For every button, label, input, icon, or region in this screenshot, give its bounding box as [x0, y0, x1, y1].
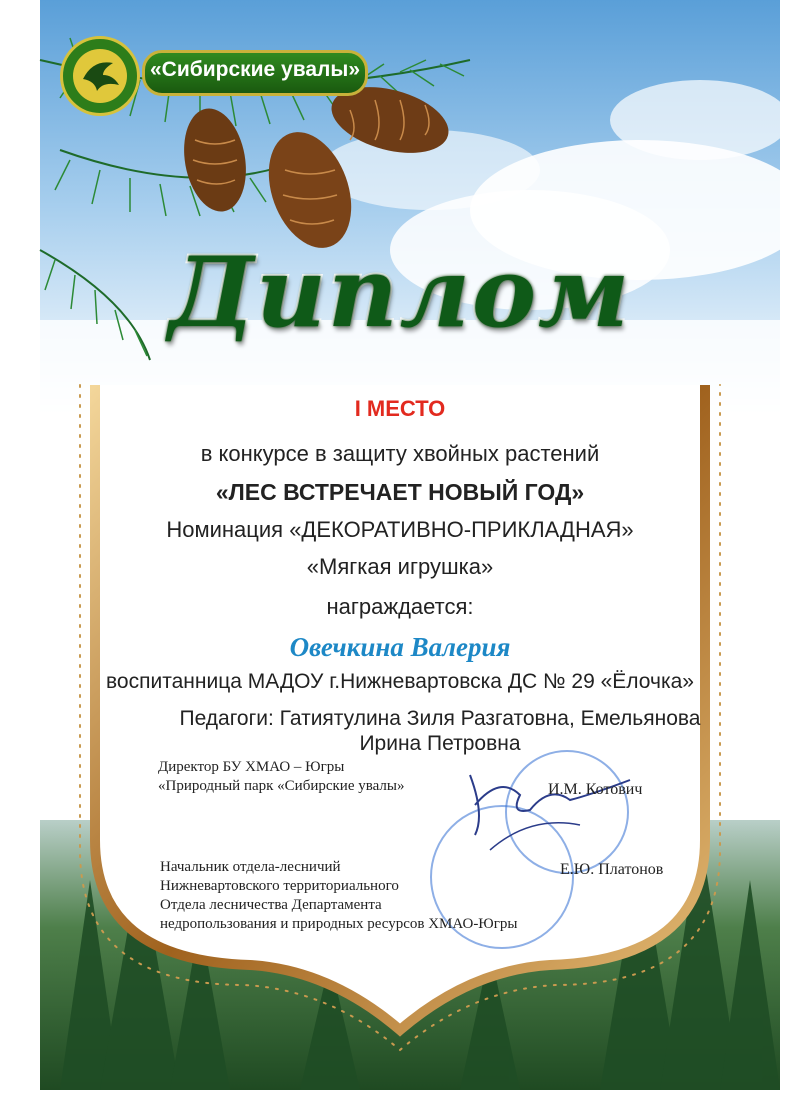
awarded-text: награждается:: [326, 594, 474, 619]
signatory-1-name: И.М. Котович: [548, 781, 643, 798]
signatory-2-name: Е.Ю. Платонов: [560, 861, 664, 878]
logo-emblem: [60, 36, 140, 116]
recipient-name: Овечкина Валерия: [289, 632, 511, 662]
signature: [430, 755, 650, 865]
teachers-text: Педагоги: Гатиятулина Зиля Разгатовна, Емельянова Ирина Петровна: [179, 707, 701, 755]
contest-name: «ЛЕС ВСТРЕЧАЕТ НОВЫЙ ГОД»: [215, 479, 585, 505]
category-text: «Мягкая игрушка»: [306, 554, 494, 579]
recipient-info: воспитанница МАДОУ г.Нижневартовска ДС № 29 «Ёлочка»: [106, 670, 694, 693]
contest-text: в конкурсе в защиту хвойных растений: [200, 441, 600, 466]
signatory-2-title: Начальник отдела-лесничий Нижневартовского территориального Отдела лесничества Департамента недропользования и природных ресурсов ХМАО-Югры: [160, 859, 518, 932]
logo-name: «Сибирские увалы»: [142, 50, 368, 96]
nomination-text: Номинация «ДЕКОРАТИВНО-ПРИКЛАДНАЯ»: [166, 517, 634, 542]
signatory-1-title: Директор БУ ХМАО – Югры «Природный парк «Сибирские увалы»: [158, 759, 405, 794]
place-label: I МЕСТО: [354, 396, 446, 421]
diploma-title: Диплом: [168, 236, 632, 349]
eagle-icon: [73, 49, 127, 103]
cloud: [610, 80, 790, 160]
